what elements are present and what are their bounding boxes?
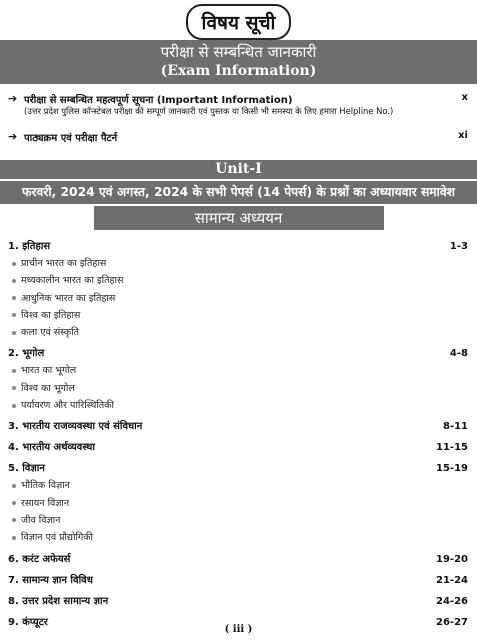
chapter-row[interactable]: [8, 238, 468, 255]
chapter-page: 4-8: [449, 348, 468, 360]
sub-topic-label: विज्ञान एवं प्रौद्योगिकी: [21, 532, 94, 544]
chapter-page: 21-24: [436, 574, 468, 586]
chapter-row[interactable]: [8, 572, 468, 589]
bullet-icon: [12, 386, 16, 390]
sub-topic-item[interactable]: [8, 307, 468, 324]
chapter-title: 5. विज्ञान: [8, 463, 45, 475]
title-container: [0, 4, 477, 40]
bullet-icon: [12, 518, 16, 522]
chapter-page: 24-26: [436, 595, 468, 607]
chapter-page: 15-19: [436, 463, 468, 475]
sub-topic-item[interactable]: [8, 397, 468, 414]
sub-topic-item[interactable]: [8, 272, 468, 289]
info-item-page: xi: [458, 130, 468, 141]
chapter-title: 9. कंप्यूटर: [8, 616, 48, 628]
info-item-page: x: [461, 92, 468, 103]
subject-container: [0, 206, 477, 230]
sub-topic-label: जीव विज्ञान: [21, 514, 61, 526]
chapter-title: 2. भूगोल: [8, 348, 45, 360]
sub-topic-item[interactable]: [8, 290, 468, 307]
sub-topic-item[interactable]: [8, 477, 468, 494]
chapter-page: 26-27: [436, 616, 468, 628]
bullet-icon: [12, 262, 16, 266]
sub-topic-item[interactable]: [8, 529, 468, 546]
bullet-icon: [12, 501, 16, 505]
sub-topic-label: विश्व का इतिहास: [21, 309, 81, 321]
sub-topic-label: भौतिक विज्ञान: [21, 480, 70, 492]
sub-topic-item[interactable]: [8, 495, 468, 512]
bullet-icon: [12, 369, 16, 373]
page-number: ( iii ): [224, 624, 253, 635]
arrow-icon: ➔: [8, 130, 18, 143]
chapter-row[interactable]: [8, 593, 468, 610]
bullet-icon: [12, 331, 16, 335]
bullet-icon: [12, 536, 16, 540]
table-of-contents: [8, 238, 468, 635]
chapter-title: 8. उत्तर प्रदेश सामान्य ज्ञान: [8, 595, 109, 607]
info-item-syllabus[interactable]: [8, 130, 468, 146]
chapter-page: 8-11: [442, 421, 468, 433]
bullet-icon: [12, 313, 16, 317]
sub-topic-item[interactable]: [8, 362, 468, 379]
bullet-icon: [12, 296, 16, 300]
info-item-text: पाठ्यक्रम एवं परीक्षा पैटर्न: [24, 133, 118, 144]
sub-topic-label: कला एवं संस्कृति: [21, 327, 80, 339]
sub-topic-item[interactable]: [8, 380, 468, 397]
info-item-text: परीक्षा से सम्बन्धित महत्वपूर्ण सूचना (Important Information): [24, 95, 293, 106]
sub-topic-label: रसायन विज्ञान: [21, 497, 70, 509]
chapter-title: 7. सामान्य ज्ञान विविध: [8, 574, 93, 586]
sub-topic-label: मध्यकालीन भारत का इतिहास: [21, 275, 124, 287]
info-item-subtext: (उत्तर प्रदेश पुलिस कॉन्स्टेबल परीक्षा की सम्पूर्ण जानकारी एवं पुस्तक या किसी भी समस्या के लिए हमारा Helpline No.): [24, 106, 394, 116]
sub-topic-label: प्राचीन भारत का इतिहास: [21, 258, 107, 269]
chapter-title: 4. भारतीय अर्थव्यवस्था: [8, 442, 95, 454]
chapter-title: 6. करंट अफेयर्स: [8, 553, 71, 565]
chapter-row[interactable]: [8, 460, 468, 477]
chapter-row[interactable]: [8, 551, 468, 568]
chapter-title: 1. इतिहास: [8, 241, 51, 252]
subject-header: सामान्य अध्ययन: [94, 206, 384, 230]
bullet-icon: [12, 484, 16, 488]
chapter-row[interactable]: [8, 439, 468, 456]
sub-topic-label: भारत का भूगोल: [21, 365, 77, 377]
chapter-page: 11-15: [436, 442, 468, 454]
chapter-page: 1-3: [449, 241, 468, 252]
chapter-page: 19-20: [436, 553, 468, 565]
bullet-icon: [12, 279, 16, 283]
chapter-title: 3. भारतीय राजव्यवस्था एवं संविधान: [8, 421, 143, 433]
unit-description: फरवरी, 2024 एवं अगस्त, 2024 के सभी पेपर्स (14 पेपर्स) के प्रश्नों का अध्यायवार समावेश: [0, 181, 477, 204]
bullet-icon: [12, 404, 16, 408]
sub-topic-item[interactable]: [8, 512, 468, 529]
sub-topic-label: पर्यावरण और पारिस्थितिकी: [21, 400, 114, 412]
sub-topic-label: आधुनिक भारत का इतिहास: [21, 292, 116, 304]
exam-info-english: (Exam Information): [160, 63, 317, 79]
sub-topic-item[interactable]: [8, 324, 468, 341]
chapter-row[interactable]: [8, 345, 468, 362]
chapter-row[interactable]: [8, 418, 468, 435]
exam-info-hindi: परीक्षा से सम्बन्धित जानकारी: [160, 43, 317, 61]
arrow-icon: ➔: [8, 92, 18, 105]
unit-header: Unit-I: [0, 160, 477, 179]
exam-info-header: [0, 40, 477, 84]
sub-topic-item[interactable]: [8, 255, 468, 272]
page-title: विषय सूची: [186, 4, 292, 40]
sub-topic-label: विश्व का भूगोल: [21, 382, 75, 394]
info-item-important[interactable]: [8, 92, 468, 122]
